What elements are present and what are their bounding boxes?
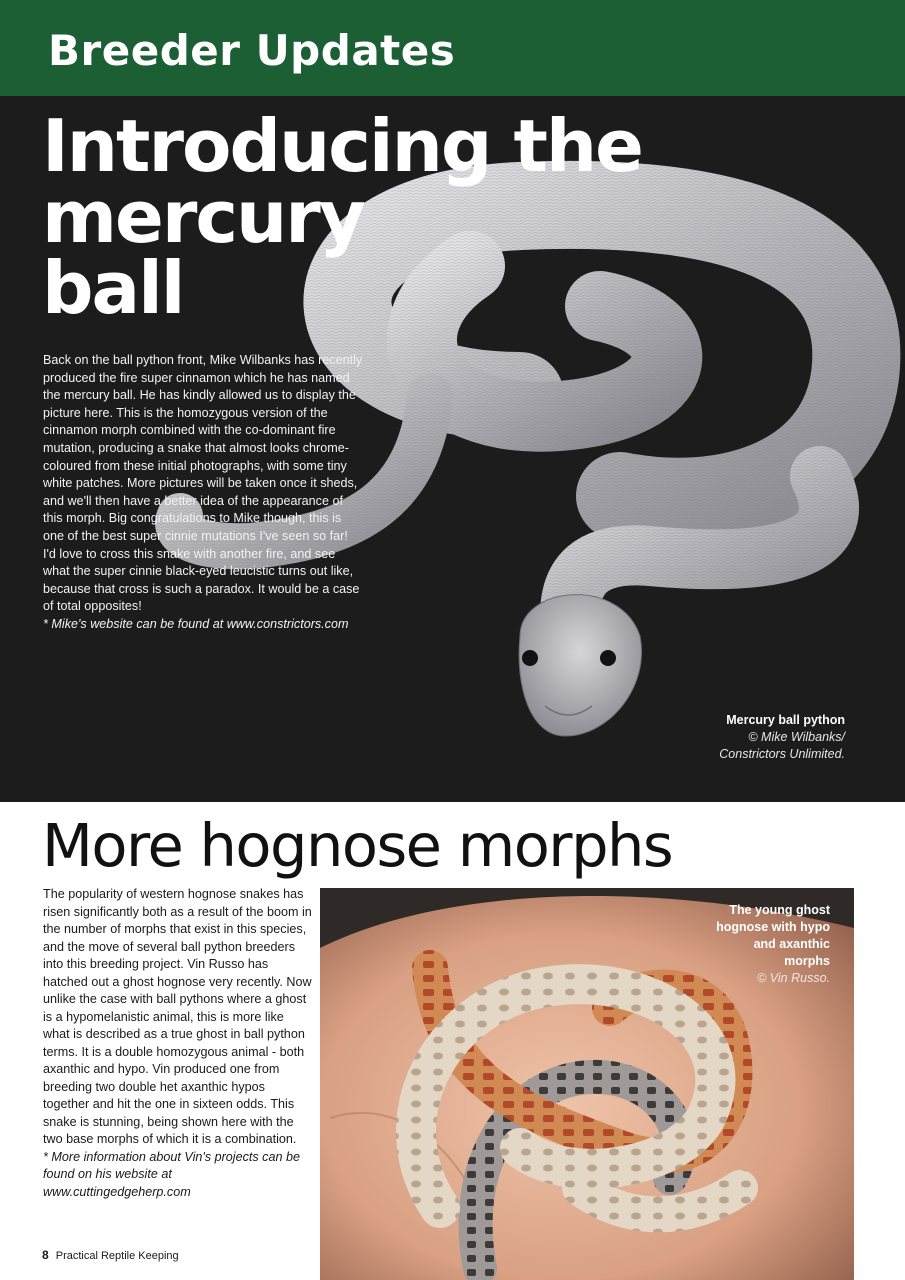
headline-line-3: ball bbox=[42, 246, 184, 330]
mercury-ball-feature bbox=[0, 96, 905, 802]
hognose-article-body bbox=[43, 886, 313, 1201]
hognose-photo-caption bbox=[712, 902, 830, 987]
headline-line-2: mercury bbox=[42, 175, 364, 259]
article-body bbox=[43, 352, 363, 634]
page-number: 8 bbox=[42, 1248, 49, 1262]
article-headline bbox=[42, 104, 642, 330]
hognose-caption-credit: © Vin Russo. bbox=[757, 971, 830, 985]
hognose-body-text: The popularity of western hognose snakes has risen significantly both as a result of the boom in the number of morphs that exist in this species, and the move of several ball python breeders into this breeding project. Vin Russo has hatched out a ghost hognose very recently. Now unlike the case with ball pythons where a ghost is a hypomelanistic animal, this is more like what is described as a true ghost in ball python terms. It is a double homozygous animal - both axanthic and hypo. Vin produced one from breeding two double het axanthic hypos together and hit the one in sixteen odds. This snake is stunning, being shown here with the two base morphs of which it is a combination. bbox=[43, 887, 312, 1146]
caption-title: Mercury ball python bbox=[726, 713, 845, 727]
publication-name: Practical Reptile Keeping bbox=[55, 1250, 179, 1262]
section-header-bar bbox=[0, 0, 905, 96]
section-label: Breeder Updates bbox=[48, 26, 456, 75]
photo-caption bbox=[600, 712, 845, 763]
hognose-website-footnote: * More information about Vin's projects can be found on his website at www.cuttingedgeherp.com bbox=[43, 1149, 300, 1199]
headline-line-1: Introducing the bbox=[42, 104, 642, 188]
page-footer bbox=[42, 1248, 179, 1262]
hognose-headline: More hognose morphs bbox=[42, 811, 673, 880]
article-body-text: Back on the ball python front, Mike Wilbanks has recently produced the fire super cinnamon which he has named the mercury ball. He has kindly allowed us to display the picture here. This is the homozygous version of the cinnamon morph combined with the co-dominant fire mutation, producing a snake that almost looks chrome-coloured from these initial photographs, with some tiny white patches. More pictures will be taken once it sheds, and we'll then have a better idea of the appearance of this morph. Big congratulations to Mike though, this is one of the best super cinnie mutations I've seen so far! I'd love to cross this snake with another fire, and see what the super cinnie black-eyed leucistic turns out like, because that cross is such a paradox. It would be a case of total opposites! bbox=[43, 353, 363, 614]
website-footnote: * Mike's website can be found at www.constrictors.com bbox=[43, 616, 349, 631]
caption-credit-line-2: Constrictors Unlimited. bbox=[719, 747, 845, 761]
hognose-caption-title: The young ghost hognose with hypo and axanthic morphs bbox=[716, 903, 830, 968]
caption-credit-line-1: © Mike Wilbanks/ bbox=[748, 730, 845, 744]
